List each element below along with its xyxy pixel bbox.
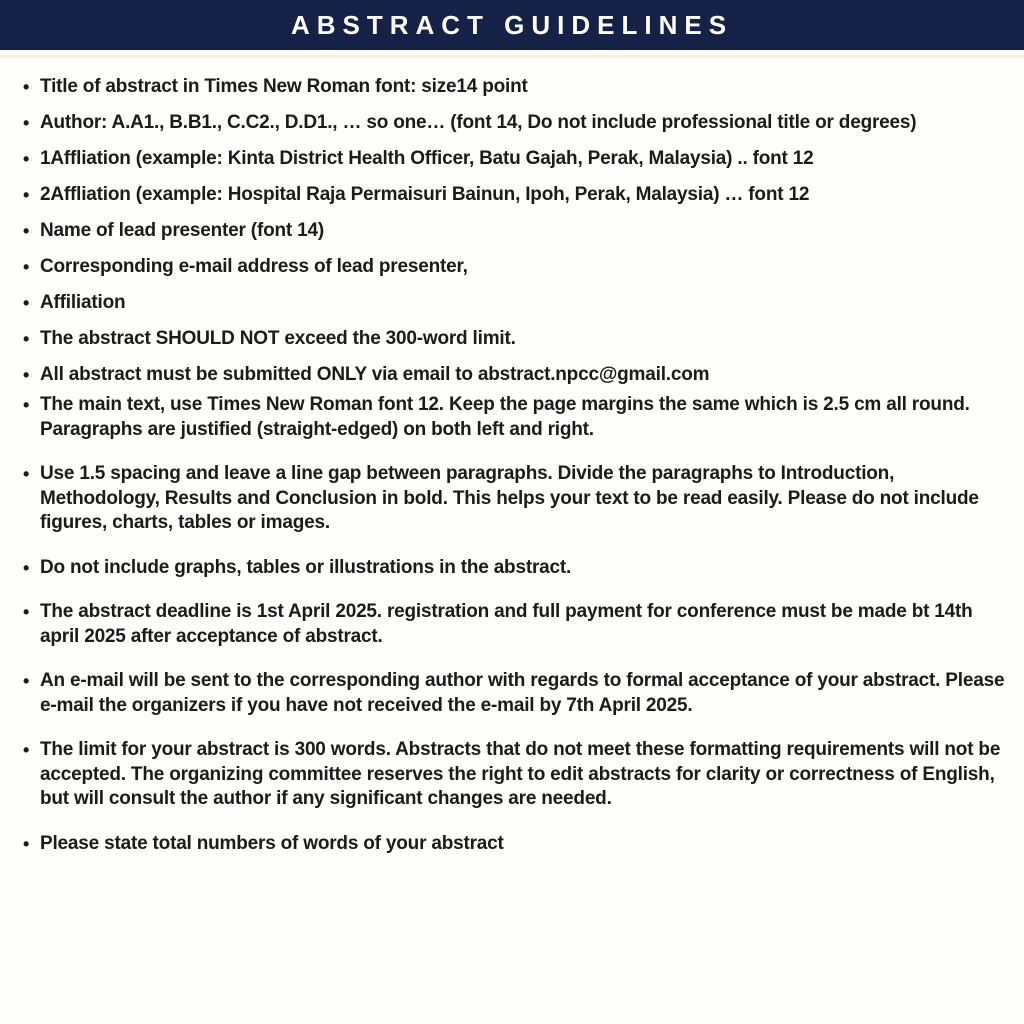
guideline-item: • The limit for your abstract is 300 words. Abstracts that do not meet these formatting requirements will not be accepted. The organizing committee reserves the right to edit abstracts for clarity or correctness of English, but will consult the author if any significant changes are needed.: [40, 738, 1008, 812]
guideline-item: • Do not include graphs, tables or illustrations in the abstract.: [40, 556, 1008, 581]
abstract-format-list: [10, 69, 1008, 393]
guideline-item: • Name of lead presenter (font 14): [40, 213, 1008, 249]
header-bar: [0, 0, 1024, 50]
guideline-item: • Please state total numbers of words of your abstract: [40, 832, 1008, 857]
guideline-item: • 2Affliation (example: Hospital Raja Permaisuri Bainun, Ipoh, Perak, Malaysia) … font 12: [40, 177, 1008, 213]
guideline-item: • Author: A.A1., B.B1., C.C2., D.D1., … so one… (font 14, Do not include professional title or degrees): [40, 105, 1008, 141]
guideline-item: • 1Affliation (example: Kinta District Health Officer, Batu Gajah, Perak, Malaysia) .. font 12: [40, 141, 1008, 177]
guideline-item: • The abstract deadline is 1st April 2025. registration and full payment for conference must be made bt 14th april 2025 after acceptance of abstract.: [40, 600, 1008, 649]
guideline-item: • Use 1.5 spacing and leave a line gap between paragraphs. Divide the paragraphs to Introduction, Methodology, Results and Conclusion in bold. This helps your text to be read easily. Please do not include figures, charts, tables or images.: [40, 462, 1008, 536]
guidelines-content: [0, 58, 1024, 856]
guideline-item: • Title of abstract in Times New Roman font: size14 point: [40, 69, 1008, 105]
guideline-item: • The abstract SHOULD NOT exceed the 300-word limit.: [40, 321, 1008, 357]
guideline-item: • The main text, use Times New Roman font 12. Keep the page margins the same which is 2.5 cm all round. Paragraphs are justified (straight-edged) on both left and right.: [40, 393, 1008, 442]
page-title: ABSTRACT GUIDELINES: [290, 9, 734, 40]
abstract-details-list: [10, 393, 1008, 856]
guideline-item: • All abstract must be submitted ONLY via email to abstract.npcc@gmail.com: [40, 357, 1008, 393]
guideline-item: • Affiliation: [40, 285, 1008, 321]
guideline-item: • Corresponding e-mail address of lead presenter,: [40, 249, 1008, 285]
guideline-item: • An e-mail will be sent to the corresponding author with regards to formal acceptance of your abstract. Please e-mail the organizers if you have not received the e-mail by 7th April 2025.: [40, 669, 1008, 718]
